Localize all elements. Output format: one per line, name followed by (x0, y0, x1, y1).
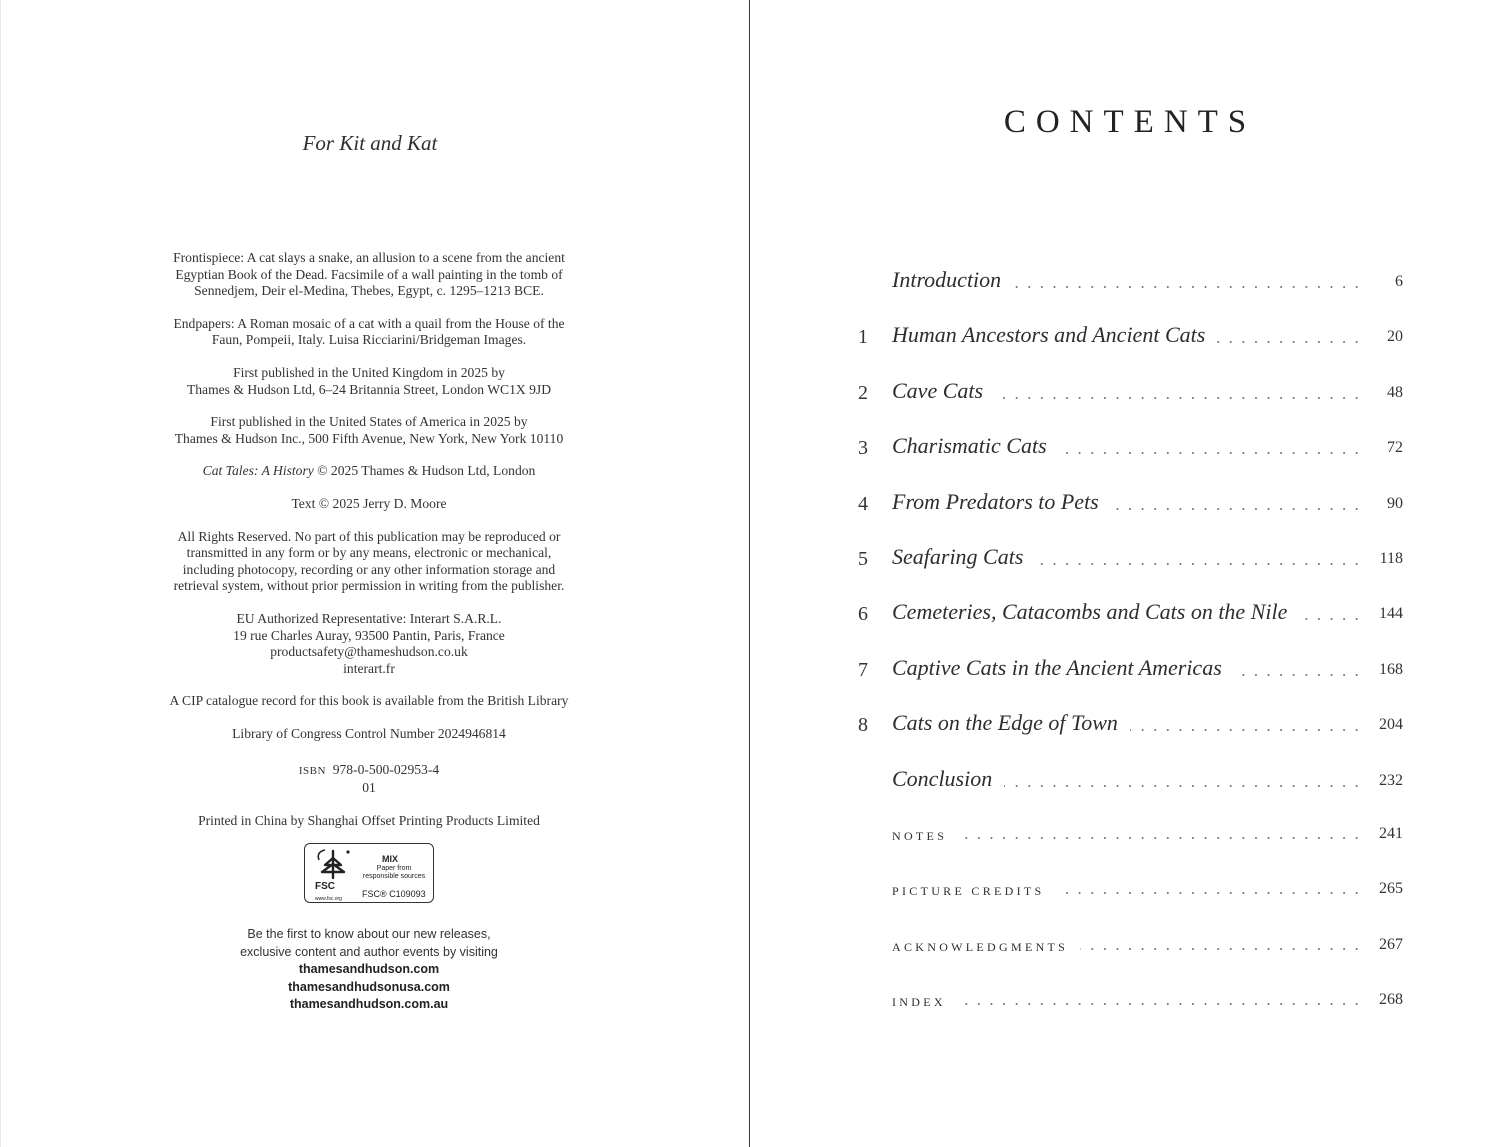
cip-line: A CIP catalogue record for this book is available from the British Library (169, 693, 569, 709)
chapter-number: 5 (858, 548, 868, 570)
fsc-code: FSC® C109093 (362, 889, 426, 900)
dot-leader (1004, 785, 1363, 787)
fsc-paper-line: responsible sources (362, 873, 426, 881)
eu-rep-website: interart.fr (343, 660, 395, 676)
copyright-page (0, 0, 749, 1147)
isbn-label: ISBN (298, 765, 326, 778)
dot-leader (1013, 286, 1363, 288)
loc-record (118, 726, 620, 743)
us-publication-line: Thames & Hudson Inc., 500 Fifth Avenue, New York, New York 10110 (174, 430, 564, 446)
toc-entry[interactable] (858, 932, 1403, 972)
page-number: 168 (1379, 660, 1403, 678)
eu-rep-line: EU Authorized Representative: Interart S.A.R.L. (236, 610, 502, 626)
chapter-title: Human Ancestors and Ancient Cats (892, 322, 1206, 348)
dot-leader (1035, 563, 1363, 565)
rights-line: retrieval system, without prior permission in writing from the publisher. (173, 578, 565, 594)
dot-leader (1217, 341, 1363, 343)
chapter-number: 2 (858, 381, 868, 404)
publisher-promo (118, 926, 620, 1014)
page-number: 72 (1387, 439, 1403, 457)
dot-leader (1234, 674, 1363, 676)
page-number: 241 (1379, 825, 1403, 842)
rights-notice (118, 529, 620, 595)
promo-line: exclusive content and author events by visiting (240, 944, 498, 959)
eu-rep-email: productsafety@thameshudson.co.uk (270, 644, 468, 660)
promo-site-link[interactable]: thamesandhudson.com (298, 962, 440, 976)
dot-leader (1299, 618, 1363, 620)
chapter-title: Conclusion (892, 765, 993, 791)
copyright-notice (118, 463, 620, 480)
page-number: 6 (1395, 273, 1403, 290)
toc-entry[interactable] (858, 655, 1403, 695)
toc-entry[interactable] (858, 544, 1403, 584)
page-number: 204 (1379, 716, 1403, 734)
text-copyright (118, 496, 620, 513)
eu-rep-line: 19 rue Charles Auray, 93500 Pantin, Paris, France (233, 627, 505, 643)
chapter-title: Seafaring Cats (892, 544, 1024, 569)
endpapers-credit (118, 316, 620, 349)
copyright-holder: © 2025 Thames & Hudson Ltd, London (313, 463, 536, 479)
chapter-title: Cats on the Edge of Town (892, 710, 1118, 736)
cip-record (118, 693, 620, 710)
dot-leader (1080, 948, 1363, 950)
chapter-number: 1 (858, 326, 868, 349)
page-number: 118 (1379, 550, 1403, 567)
contents-heading: CONTENTS (1003, 104, 1257, 140)
imprint-block (118, 250, 620, 903)
toc-entry[interactable] (858, 766, 1403, 806)
page-number: 232 (1379, 771, 1403, 789)
print-run: 01 (362, 780, 376, 796)
chapter-number: 3 (858, 437, 868, 460)
toc-entry[interactable] (858, 821, 1403, 861)
isbn-block (118, 762, 620, 796)
chapter-title: From Predators to Pets (892, 488, 1099, 514)
dot-leader (958, 1003, 1363, 1005)
page-number: 144 (1379, 605, 1403, 623)
toc-entry[interactable] (858, 710, 1403, 750)
page-number: 20 (1387, 328, 1403, 346)
promo-site-link[interactable]: thamesandhudson.com.au (289, 997, 449, 1011)
chapter-title: Cave Cats (892, 377, 984, 403)
promo-site-link[interactable]: thamesandhudsonusa.com (288, 979, 450, 994)
text-copyright-line: Text © 2025 Jerry D. Moore (291, 495, 447, 511)
toc-entry[interactable] (858, 433, 1403, 473)
frontispiece-credit (118, 250, 620, 300)
printer-line: Printed in China by Shanghai Offset Printing Products Limited (198, 812, 540, 828)
dot-leader (1130, 729, 1363, 731)
fsc-logo (304, 843, 434, 903)
page-number: 265 (1379, 880, 1403, 898)
chapter-title: Captive Cats in the Ancient Americas (892, 654, 1222, 680)
dot-leader (995, 397, 1363, 399)
loc-line: Library of Congress Control Number 2024946814 (232, 725, 506, 741)
isbn-number: 978-0-500-02953-4 (332, 762, 440, 778)
fsc-mix: MIX (382, 854, 399, 865)
chapter-number: 4 (858, 492, 868, 515)
fsc-url: www.fsc.org (315, 896, 342, 903)
toc-entry[interactable] (858, 876, 1403, 916)
uk-publication (118, 365, 620, 398)
contents-page (750, 0, 1500, 1147)
page-number: 267 (1379, 935, 1403, 953)
fsc-label: FSC (315, 881, 335, 893)
toc-entry[interactable] (858, 599, 1403, 639)
rights-line: transmitted in any form or by any means, electronic or mechanical, (186, 545, 552, 561)
chapter-title: INDEX (892, 995, 946, 1010)
endpapers-line: Faun, Pompeii, Italy. Luisa Ricciarini/Bridgeman Images. (211, 332, 527, 348)
rights-line: including photocopy, recording or any other information storage and (182, 561, 556, 577)
uk-publication-line: Thames & Hudson Ltd, 6–24 Britannia Street, London WC1X 9JD (186, 381, 552, 397)
frontispiece-line: Frontispiece: A cat slays a snake, an allusion to a scene from the ancient (173, 250, 565, 265)
page-number: 48 (1387, 383, 1403, 401)
chapter-title: Cemeteries, Catacombs and Cats on the Nile (892, 599, 1288, 625)
page-number: 90 (1387, 494, 1403, 512)
dedication: For Kit and Kat (302, 131, 438, 155)
us-publication (118, 414, 620, 447)
book-title: Cat Tales: A History (202, 463, 314, 479)
endpapers-line: Endpapers: A Roman mosaic of a cat with a quail from the House of the (173, 315, 565, 331)
page-number: 268 (1379, 991, 1403, 1009)
chapter-number: 6 (858, 603, 868, 626)
frontispiece-line: Sennedjem, Deir el-Medina, Thebes, Egypt, c. 1295–1213 BCE. (194, 283, 544, 299)
uk-publication-line: First published in the United Kingdom in 2025 by (233, 364, 505, 380)
dot-leader (1057, 892, 1363, 894)
dot-leader (1059, 452, 1363, 454)
chapter-title: Introduction (892, 267, 1002, 292)
chapter-title: PICTURE CREDITS (892, 884, 1045, 899)
chapter-title: Charismatic Cats (892, 433, 1047, 459)
printer-info (118, 813, 620, 830)
us-publication-line: First published in the United States of America in 2025 by (210, 414, 528, 430)
fsc-paper-line: Paper from (376, 865, 412, 873)
promo-line: Be the first to know about our new releases, (247, 927, 491, 941)
dot-leader (959, 837, 1363, 839)
chapter-number: 8 (858, 714, 868, 737)
toc-entry[interactable] (858, 322, 1403, 362)
toc-entry[interactable] (858, 489, 1403, 529)
rights-line: All Rights Reserved. No part of this publication may be reproduced or (177, 528, 561, 544)
frontispiece-line: Egyptian Book of the Dead. Facsimile of a wall painting in the tomb of (175, 266, 563, 282)
dot-leader (1111, 508, 1363, 510)
toc-entry[interactable] (858, 378, 1403, 418)
toc-entry[interactable] (858, 987, 1403, 1027)
chapter-title: ACKNOWLEDGMENTS (892, 939, 1069, 954)
eu-representative (118, 611, 620, 677)
chapter-number: 7 (858, 658, 868, 681)
toc-entry[interactable] (858, 267, 1403, 307)
chapter-title: NOTES (892, 829, 948, 843)
fsc-paper-text (357, 865, 431, 881)
